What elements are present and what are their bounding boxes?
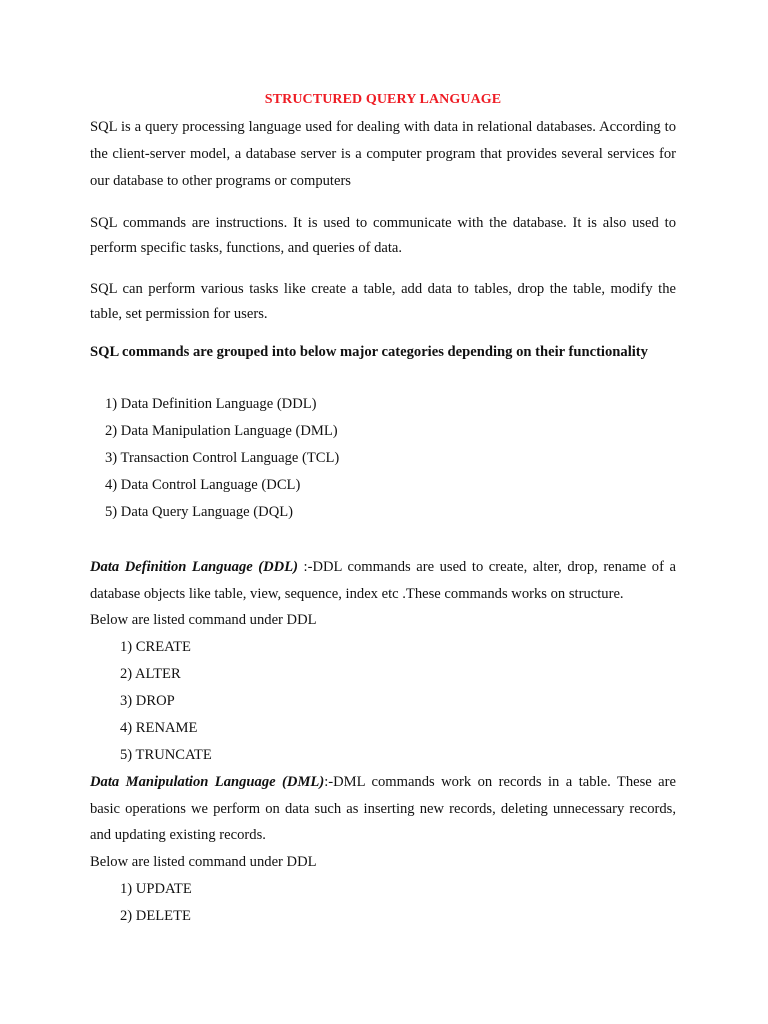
document-title: STRUCTURED QUERY LANGUAGE: [264, 92, 502, 107]
category-item: 5) Data Query Language (DQL): [105, 504, 294, 520]
ddl-command-item: 1) CREATE: [120, 639, 191, 655]
ddl-command-item: 4) RENAME: [120, 720, 198, 736]
dml-section: [90, 769, 676, 930]
categories-heading: SQL commands are grouped into below major categories depending on their functionality: [90, 344, 648, 360]
ddl-command-item: 2) ALTER: [120, 666, 181, 682]
dml-description: :-DML commands work on records in a table. These are basic operations we perform on data such as inserting new records, deleting unnecessary records, and updating existing records.: [90, 774, 677, 843]
ddl-section: [90, 554, 676, 769]
commands-paragraph: SQL commands are instructions. It is used to communicate with the database. It is also used to perform specific tasks, functions, and queries of data.: [90, 215, 676, 256]
tasks-paragraph: SQL can perform various tasks like create a table, add data to tables, drop the table, modify the table, set permission for users.: [90, 281, 676, 322]
dml-command-list: [90, 876, 676, 930]
dml-term: Data Manipulation Language (DML): [90, 774, 325, 790]
category-item: 2) Data Manipulation Language (DML): [105, 423, 338, 439]
dml-list-intro: Below are listed command under DDL: [90, 853, 317, 870]
categories-list: [90, 391, 676, 526]
category-item: 3) Transaction Control Language (TCL): [105, 450, 340, 466]
dml-paragraph: [90, 769, 676, 849]
ddl-command-item: 5) TRUNCATE: [120, 747, 212, 763]
ddl-term: Data Definition Language (DDL): [90, 559, 298, 575]
dml-command-item: 1) UPDATE: [120, 880, 192, 897]
ddl-list-intro: Below are listed command under DDL: [90, 612, 317, 628]
ddl-command-item: 3) DROP: [120, 693, 175, 709]
category-item: 4) Data Control Language (DCL): [105, 477, 301, 493]
intro-paragraph: SQL is a query processing language used for dealing with data in relational databases. According to the client-server model, a database server is a computer program that provides several services for our database to other programs or computers: [90, 119, 676, 189]
ddl-description: :-DDL commands are used to create, alter, drop, rename of a database objects like table, view, sequence, index etc .These commands works on structure.: [90, 559, 676, 602]
ddl-command-list: [90, 634, 676, 769]
dml-command-item: 2) DELETE: [120, 907, 191, 924]
ddl-paragraph: [90, 554, 676, 607]
category-item: 1) Data Definition Language (DDL): [105, 396, 317, 412]
